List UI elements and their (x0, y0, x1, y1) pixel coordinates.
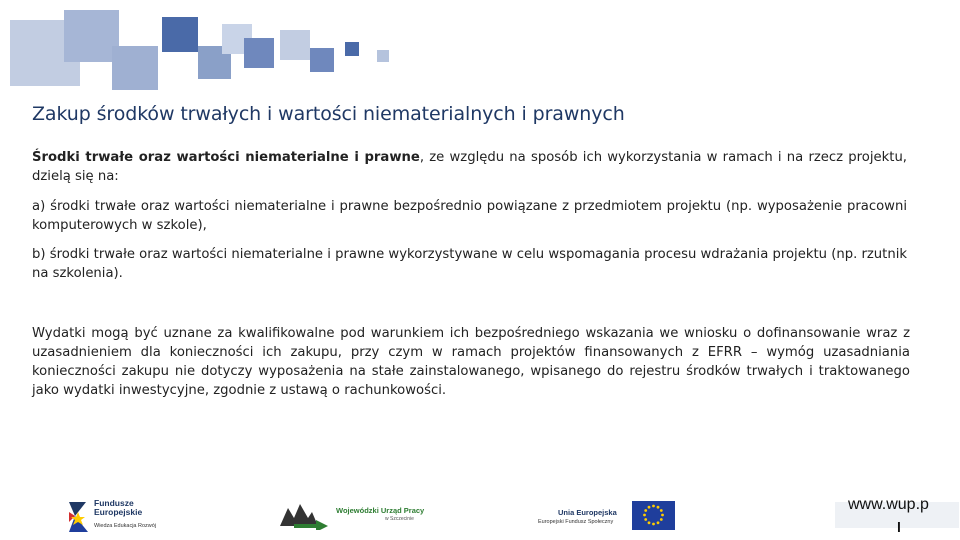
deco-square (345, 42, 359, 56)
paragraph-item-a: a) środki trwałe oraz wartości niematerialne i prawne bezpośrednio powiązane z przedmiotem projektu (np. wyposażenie pracowni komputerowych w szkole), (32, 199, 907, 233)
fe-logo-line1: Fundusze (94, 498, 134, 508)
wup-hills-arrow-icon (280, 500, 330, 530)
deco-square (310, 48, 334, 72)
fe-logo-line2: Europejskie (94, 507, 143, 517)
paragraph-intro (32, 148, 907, 186)
eu-fund: Europejski Fundusz Społeczny (538, 519, 614, 525)
fe-logo-sub: Wiedza Edukacja Rozwój (94, 523, 157, 529)
fundusze-europejskie-star-icon (66, 498, 92, 534)
fundusze-europejskie-logo (66, 498, 178, 534)
website-url[interactable]: www.wup.p (848, 496, 929, 513)
paragraph-intro-rest: , ze względu na sposób ich wykorzystania w ramach i na rzecz projektu, dzielą się na: (32, 150, 907, 184)
paragraph-intro-bold: Środki trwałe oraz wartości niematerialne i prawne (32, 150, 420, 165)
eu-flag-icon (632, 501, 675, 530)
eu-logo (538, 500, 678, 532)
wup-logo (280, 498, 430, 532)
deco-square (162, 17, 198, 52)
paragraph-eligibility: Wydatki mogą być uznane za kwalifikowalne pod warunkiem ich bezpośredniego wskazania we wniosku o dofinansowanie wraz z uzasadnieniem dla konieczności ich zakupu, przy czym w ramach projektów finansowanych z EFRR – wymóg uzasadniania konieczności zakupu nie dotyczy wyposażenia na stałe zainstalowanego, wpisanego do rejestru środków trwałych i traktowanego jako wydatki inwestycyjne, zgodnie z ustawą o rachunkowości. (32, 326, 910, 398)
website-url-tail[interactable]: l (897, 519, 901, 535)
eu-name: Unia Europejska (558, 508, 617, 517)
deco-square (377, 50, 389, 62)
wup-name: Wojewódzki Urząd Pracy (336, 506, 425, 515)
deco-square (280, 30, 310, 60)
footer-logos (0, 490, 960, 540)
paragraph-item-b: b) środki trwałe oraz wartości niematerialne i prawne wykorzystywane w celu wspomagania procesu wdrażania projektu (np. rzutnik na szkolenia). (32, 247, 907, 281)
slide-title: Zakup środków trwałych i wartości niematerialnych i prawnych (32, 103, 625, 125)
deco-square (244, 38, 274, 68)
eu-stars-icon (632, 501, 675, 530)
deco-square (64, 10, 119, 62)
wup-city: w Szczecinie (385, 516, 414, 522)
deco-square (112, 46, 158, 90)
fe-logo-text (94, 499, 178, 517)
